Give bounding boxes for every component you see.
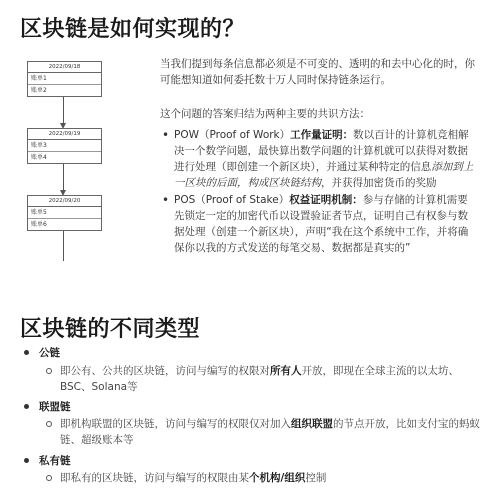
pos-term: 权益证明机制： <box>289 194 363 206</box>
type-desc-consortium: 即机构联盟的区块链，访问与编写的权限仅对加入组织联盟的节点开放，比如支付宝的蚂蚁链、超级账本等 <box>46 416 486 448</box>
type-heading-consortium: 联盟链 <box>24 399 71 414</box>
sub-bullet-icon <box>46 368 52 374</box>
block-date: 2022/09/20 <box>28 196 101 207</box>
block-row: 账单3 <box>28 140 101 152</box>
pos-lead: POS（Proof of Stake） <box>174 194 290 206</box>
block-row: 账单6 <box>31 221 47 228</box>
pow-text-end: ，并获得加密货币的奖励 <box>321 177 437 189</box>
sub-bullet-icon <box>46 421 52 427</box>
block-row: 账单2 <box>31 87 47 94</box>
bullet-icon <box>24 350 29 355</box>
pos-text: 参与存储的计算机需要先锁定一定的加密代币以设置验证者节点，证明自己有权参与数据处理（创建一个新区块），声明“我在这个系统中工作，并将确保你以我的方式发送的每笔交易、数据都是真实的” <box>174 194 469 254</box>
bullet-icon <box>24 458 29 463</box>
pow-emphasis: 添加到上一区块的后面，构成区块链结构 <box>174 161 474 189</box>
type-desc-public: 即公有、公共的区块链，访问与编写的权限对所有人开放，即现在全球主流的以太坊、BSC、Solana等 <box>46 363 486 395</box>
block-2 <box>27 128 102 164</box>
consensus-intro: 这个问题的答案归结为两种主要的共识方法： <box>160 108 370 120</box>
page-title: 区块链是如何实现的？ <box>20 17 246 42</box>
bullet-icon: • <box>162 193 170 207</box>
type-heading-public: 公链 <box>24 345 60 360</box>
chain-link-line <box>63 231 64 261</box>
block-date: 2022/09/18 <box>28 62 101 73</box>
pow-text: 数以百计的计算机竞相解决一个数学问题，最快算出数学问题的计算机就可以获得对数据进行处理（即创建一个新区块），并通过某种特定的信息 <box>174 129 469 173</box>
chain-link-line <box>63 164 64 192</box>
intro-paragraph: 当我们提到每条信息都必须是不可变的、透明的和去中心化的时，你可能想知道如何委托数十万人同时保持链条运行。 <box>160 58 475 86</box>
chain-link-line <box>63 97 64 125</box>
block-3 <box>27 195 102 231</box>
type-heading-private: 私有链 <box>24 453 71 468</box>
pow-item <box>174 127 478 191</box>
sub-bullet-icon <box>46 475 52 481</box>
block-row: 账单1 <box>28 73 101 85</box>
pos-item <box>174 192 478 256</box>
block-row: 账单5 <box>28 207 101 219</box>
block-row: 账单4 <box>31 154 47 161</box>
bullet-icon <box>24 404 29 409</box>
block-date: 2022/09/19 <box>28 129 101 140</box>
section-title: 区块链的不同类型 <box>20 317 201 342</box>
pow-term: 工作量证明： <box>290 129 354 141</box>
type-desc-private: 即私有的区块链，访问与编写的权限由某个机构/组织控制 <box>46 470 486 486</box>
pow-lead: POW（Proof of Work） <box>174 129 291 141</box>
bullet-icon: • <box>162 128 170 142</box>
block-1 <box>27 61 102 97</box>
